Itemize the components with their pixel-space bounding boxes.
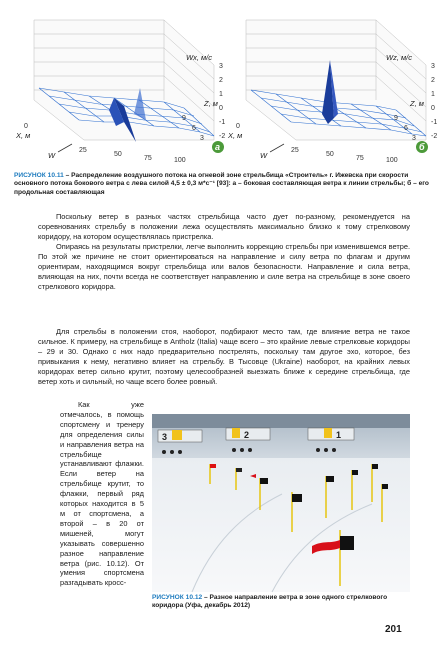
caption-label: РИСУНОК 10.12 — [152, 594, 203, 601]
fig-a-w-arrow — [58, 144, 72, 152]
fig-a-z-tick: 3 — [219, 63, 223, 70]
paragraph-3: Для стрельбы в положении стоя, наоборот, подбирают место там, где влияние ветра не такое сильное. К примеру, на стрельбище в Antholz (Italia) чаще всего – это крайние левые стрелковые коридоры – 29 и 30. Однако с них надо предварительно пострелять, поскольку там другое эхо, которое, без привыкания к нему, негативно влияет на стрельбу. В Тысовце (Ukraine) наоборот, на крайних левых коридорах ветер сильно крутит, поэтому целесообразней выезжать ближе к середине стрельбища, где ветер хоть и сильный, но чаще всего более ровный. — [38, 327, 410, 386]
fig-b-z-tick: 0 — [431, 105, 435, 112]
fig-a-wx-label: Wx, м/с — [186, 53, 212, 62]
figure-panel — [14, 10, 438, 170]
fig-b-z-tick: 2 — [431, 77, 435, 84]
fig-a-x-tick: 0 — [24, 123, 28, 130]
fig-b-x-tick: 100 — [386, 157, 398, 164]
fig-b-x-tick: 50 — [326, 151, 334, 158]
fig-b-w-label: W — [260, 151, 268, 160]
page-number: 201 — [385, 624, 402, 635]
fig-b-xaxis-label: X, м — [228, 131, 243, 140]
figure-a — [15, 20, 225, 164]
fig-a-w-label: W — [48, 151, 56, 160]
fig-a-x-tick: 25 — [79, 147, 87, 154]
fig-a-x-tick: 50 — [114, 151, 122, 158]
fig-b-badge-text: б — [419, 142, 425, 152]
fig-a-zaxis-tick: 6 — [192, 125, 196, 132]
fig-b-x-tick: 25 — [291, 147, 299, 154]
paragraph-4: Как уже отмечалось, в помощь спортсмену и тренеру для определения силы и направления ветра на стрельбище устанавливают флажки. Если ветер на стрельбище крутит, то флажки, первый ряд которых находится в 5 м от спортсмена, а второй – в 20 от мишеней, могут указывать совершенно разное направление ветра (рис. 10.12). От умения спортсмена разгадывать кросс- — [60, 400, 144, 588]
fig-a-zaxis-tick: 3 — [200, 135, 204, 142]
fig-b-zaxis-tick: 6 — [404, 125, 408, 132]
fig-b-x-tick: 0 — [236, 123, 240, 130]
fig-a-badge-text: а — [215, 142, 221, 152]
fig-b-x-tick: 75 — [356, 155, 364, 162]
fig-a-xaxis-label: X, м — [16, 131, 31, 140]
figure-b — [227, 20, 437, 164]
board-number: 3 — [162, 432, 168, 442]
figure-caption-10-11 — [14, 172, 432, 197]
fig-b-w-arrow — [270, 144, 284, 152]
fig-b-z-tick: -1 — [431, 119, 438, 126]
fig-b-zaxis-tick: 3 — [412, 135, 416, 142]
board-number: 2 — [244, 430, 250, 440]
fig-b-wz-label: Wz, м/с — [386, 53, 412, 62]
fig-b-zaxis-tick: 9 — [394, 115, 398, 122]
paragraph-1: Поскольку ветер в разных частях стрельбища часто дует по-разному, рекомендуется на соревнованиях стрельбу в положении лежа осуществлять максимально близко к тому стрелковому коридору, на котором осуществлялась пристрелка. — [38, 212, 410, 241]
caption-label: РИСУНОК 10.11 — [14, 172, 64, 179]
wind-surface-plots — [14, 10, 438, 170]
fig-a-x-tick: 100 — [174, 157, 186, 164]
shooting-range-photo — [152, 414, 410, 592]
fig-b-z-tick: 1 — [431, 91, 435, 98]
fig-a-zaxis-tick: 9 — [182, 115, 186, 122]
paragraph-2: Опираясь на результаты пристрелки, легче выполнить коррекцию стрельбы при изменившемся ветре. По этой же причине не стоит ориентироваться на направление и силу ветра по флагам и другим ориентирам, находящимся вокруг стрельбища или валов безопасности. Направление и сила ветра, влияющая на них, почти всегда не соответствует направлению и силе ветра на стрельбище в зоне своего стрелкового коридора. — [38, 242, 410, 291]
fig-a-z-tick: -1 — [219, 119, 226, 126]
fig-a-z-tick: -2 — [219, 133, 226, 140]
fig-a-z-tick: 1 — [219, 91, 223, 98]
figure-caption-10-12 — [152, 594, 412, 611]
fig-a-zaxis-label: Z, м — [204, 99, 218, 108]
caption-body: – Распределение воздушного потока на огневой зоне стрельбища «Строитель» г. Ижевска при скорости основного потока бокового ветра с левa силой 4,5 ± 0,3 м*с⁻¹ [93]: а – боковая составляющая ветра к линии стрельбы; б – его продольная составляющая — [14, 172, 429, 196]
fig-a-x-tick: 75 — [144, 155, 152, 162]
fig-a-z-tick: 2 — [219, 77, 223, 84]
caption-body: – Разное направление ветра в зоне одного стрелкового коридора (Уфа, декабрь 2012) — [152, 594, 388, 610]
fig-b-z-tick: 3 — [431, 63, 435, 70]
fig-b-z-tick: -2 — [431, 133, 438, 140]
fig-b-zaxis-label: Z, м — [410, 99, 424, 108]
board-number: 1 — [336, 430, 342, 440]
fig-a-z-tick: 0 — [219, 105, 223, 112]
range-photo-illustration — [152, 414, 410, 592]
